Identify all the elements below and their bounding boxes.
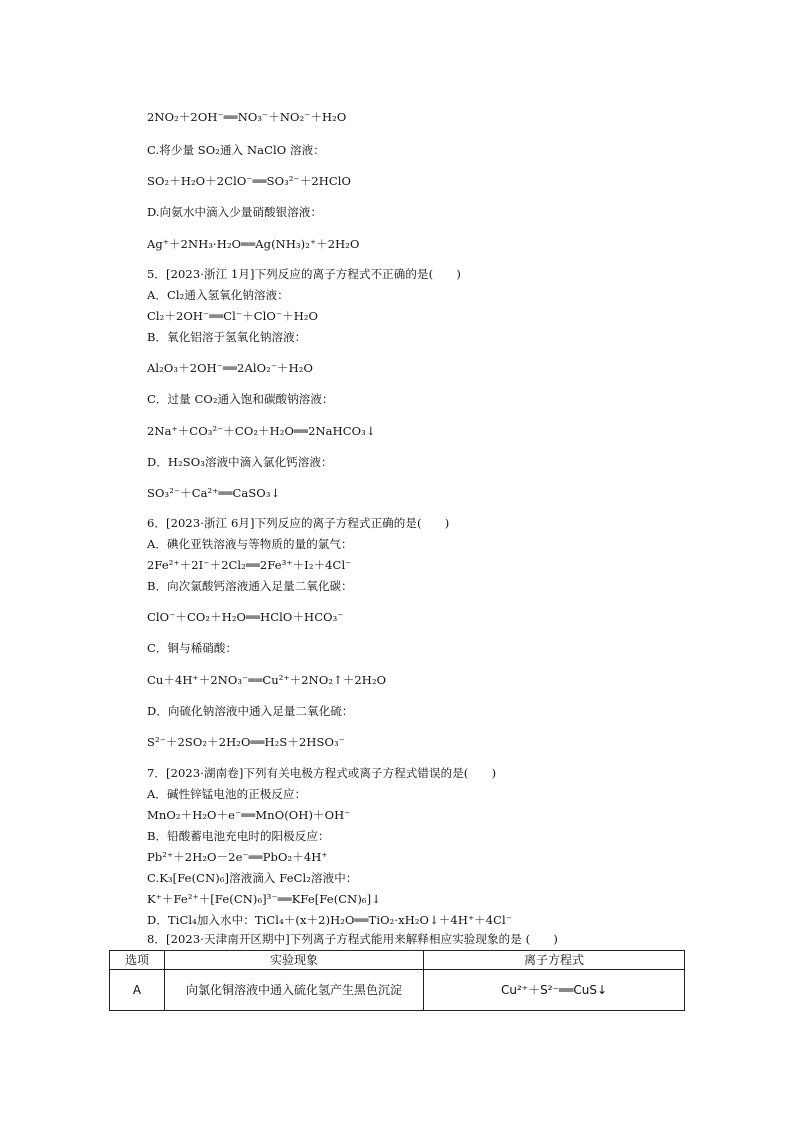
text-line: ClO⁻＋CO₂＋H₂O══HClO＋HCO₃⁻ xyxy=(147,610,344,624)
text-line: A．Cl₂通入氢氧化钠溶液： xyxy=(147,288,289,302)
text-line: 2Na⁺＋CO₃²⁻＋CO₂＋H₂O══2NaHCO₃↓ xyxy=(147,424,376,438)
text-line: D．向硫化钠溶液中通入足量二氧化硫： xyxy=(147,704,354,718)
text-line: K⁺＋Fe²⁺＋[Fe(CN)₆]³⁻══KFe[Fe(CN)₆]↓ xyxy=(147,892,381,906)
text-line: D.向氨水中滴入少量硝酸银溶液： xyxy=(147,205,323,219)
text-line: 2NO₂＋2OH⁻══NO₃⁻＋NO₂⁻＋H₂O xyxy=(147,110,347,124)
text-line: MnO₂＋H₂O＋e⁻══MnO(OH)＋OH⁻ xyxy=(147,808,351,822)
text-line: C．铜与稀硝酸： xyxy=(147,641,238,655)
text-line: C．过量 CO₂通入饱和碳酸钠溶液： xyxy=(147,392,334,406)
text-line: B．氧化铝溶于氢氧化钠溶液： xyxy=(147,330,307,344)
text-line: Pb²⁺＋2H₂O－2e⁻══PbO₂＋4H⁺ xyxy=(147,850,328,864)
text-line: C.K₃[Fe(CN)₆]溶液滴入 FeCl₂溶液中： xyxy=(147,871,358,885)
table-row xyxy=(110,970,685,1011)
text-line: SO₃²⁻＋Ca²⁺══CaSO₃↓ xyxy=(147,486,281,500)
header-option: 选项 xyxy=(110,951,165,970)
text-line: 8．[2023·天津南开区期中]下列离子方程式能用来解释相应实验现象的是 ( ) xyxy=(147,932,558,946)
text-line: B．向次氯酸钙溶液通入足量二氧化碳： xyxy=(147,579,353,593)
cell-equation: Cu²⁺＋S²⁻══CuS↓ xyxy=(424,970,685,1011)
text-line: C.将少量 SO₂通入 NaClO 溶液： xyxy=(147,143,325,157)
text-line: 6．[2023·浙江 6月]下列反应的离子方程式正确的是( ) xyxy=(147,516,450,530)
text-line: S²⁻＋2SO₂＋2H₂O══H₂S＋2HSO₃⁻ xyxy=(147,735,345,749)
text-line: A．碱性锌锰电池的正极反应： xyxy=(147,787,307,801)
text-line: Ag⁺＋2NH₃·H₂O══Ag(NH₃)₂⁺＋2H₂O xyxy=(147,237,360,251)
header-phenomenon: 实验现象 xyxy=(165,951,424,970)
table-header-row xyxy=(110,951,685,970)
text-line: B．铅酸蓄电池充电时的阳极反应： xyxy=(147,829,330,843)
cell-option: A xyxy=(110,970,165,1011)
text-line: 7．[2023·湖南卷]下列有关电极方程式或离子方程式错误的是( ) xyxy=(147,766,497,780)
text-line: Cl₂＋2OH⁻══Cl⁻＋ClO⁻＋H₂O xyxy=(147,309,319,323)
text-line: SO₂＋H₂O＋2ClO⁻══SO₃²⁻＋2HClO xyxy=(147,174,352,188)
experiment-table xyxy=(109,950,685,1011)
text-line: D．H₂SO₃溶液中滴入氯化钙溶液： xyxy=(147,455,333,469)
text-line: 2Fe²⁺＋2I⁻＋2Cl₂══2Fe³⁺＋I₂＋4Cl⁻ xyxy=(147,558,352,572)
header-equation: 离子方程式 xyxy=(424,951,685,970)
text-line: D．TiCl₄加入水中：TiCl₄＋(x＋2)H₂O══TiO₂·xH₂O↓＋4H⁺＋4Cl⁻ xyxy=(147,913,512,927)
text-line: 5．[2023·浙江 1月]下列反应的离子方程式不正确的是( ) xyxy=(147,267,461,281)
cell-phenomenon: 向氯化铜溶液中通入硫化氢产生黑色沉淀 xyxy=(165,970,424,1011)
text-line: A．碘化亚铁溶液与等物质的量的氯气： xyxy=(147,537,353,551)
text-line: Al₂O₃＋2OH⁻══2AlO₂⁻＋H₂O xyxy=(147,361,313,375)
text-line: Cu＋4H⁺＋2NO₃⁻══Cu²⁺＋2NO₂↑＋2H₂O xyxy=(147,673,387,687)
